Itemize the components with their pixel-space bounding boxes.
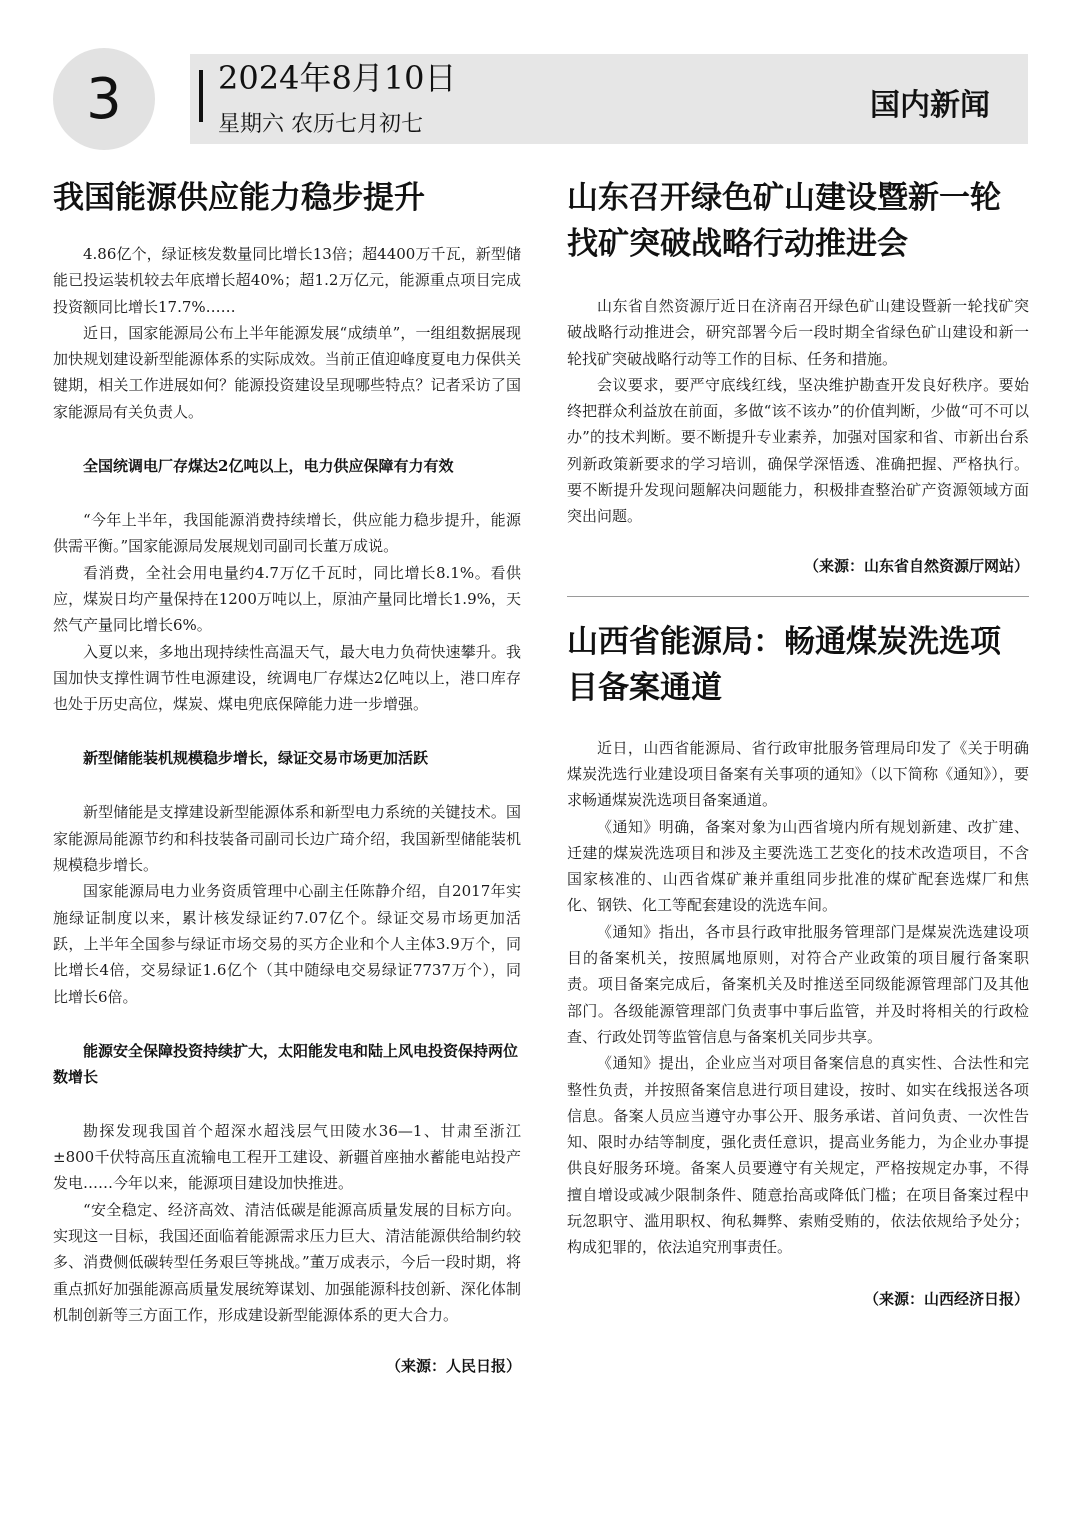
left-article (53, 175, 521, 1378)
article-paragraph: 会议要求，要严守底线红线，坚决维护勘查开发良好秩序。要始终把群众利益放在前面，多做“该不该办”的价值判断，少做“可不可以办”的技术判断。要不断提升专业素养，加强对国家和省、市新出台系列新政策新要求的学习培训，确保学深悟透、准确把握、严格执行。要不断提升发现问题解决问题能力，积极排查整治矿产资源领域方面突出问题。 (567, 375, 1029, 526)
header-divider (199, 70, 203, 122)
right-article-shandong (567, 175, 1029, 578)
page-number-text: 3 (86, 66, 122, 132)
section-heading: 全国统调电厂存煤达2亿吨以上，电力供应保障有力有效 (83, 457, 454, 476)
article-source: （来源：人民日报） (385, 1357, 521, 1376)
article-paragraph: 勘探发现我国首个超深水超浅层气田陵水36—1、甘肃至浙江±800千伏特高压直流输电工程开工建设、新疆首座抽水蓄能电站投产发电……今年以来，能源项目建设加快推进。 (53, 1121, 521, 1193)
article-title: 我国能源供应能力稳步提升 (53, 180, 425, 216)
article-paragraph: 《通知》指出，各市县行政审批服务管理部门是煤炭洗选建设项目的备案机关，按照属地原则，对符合产业政策的项目履行备案职责。项目备案完成后，备案机关及时推送至同级能源管理部门及其他部门。各级能源管理部门负责事中事后监管，并及时将相关的行政检查、行政处罚等监管信息与备案机关同步共享。 (567, 922, 1029, 1046)
header-date: 2024年8月10日 (218, 59, 457, 97)
article-paragraph: 《通知》提出，企业应当对项目备案信息的真实性、合法性和完整性负责，并按照备案信息进行项目建设，按时、如实在线报送各项信息。备案人员应当遵守办事公开、服务承诺、首问负责、一次性告知、限时办结等制度，强化责任意识，提高业务能力，为企业办事提供良好服务环境。备案人员要遵守有关规定，严格按规定办事，不得擅自增设或减少限制条件、随意抬高或降低门槛；在项目备案过程中玩忽职守、滥用职权、徇私舞弊、索贿受贿的，依法依规给予处分；构成犯罪的，依法追究刑事责任。 (567, 1054, 1029, 1257)
article-source: （来源：山东省自然资源厅网站） (803, 556, 1029, 575)
article-paragraph: 新型储能是支撑建设新型能源体系和新型电力系统的关键技术。国家能源局能源节约和科技装备司副司长边广琦介绍，我国新型储能装机规模稳步增长。 (53, 803, 521, 875)
article-paragraph: “今年上半年，我国能源消费持续增长，供应能力稳步提升，能源供需平衡。”国家能源局发展规划司副司长董万成说。 (53, 511, 521, 556)
article-paragraph: “安全稳定、经济高效、清洁低碳是能源高质量发展的目标方向。实现这一目标，我国还面临着能源需求压力巨大、清洁能源供给制约较多、消费侧低碳转型任务艰巨等挑战。”董万成表示，今后一段时期，将重点抓好加强能源高质量发展统筹谋划、加强能源科技创新、深化体制机制创新等三方面工作，形成建设新型能源体系的更大合力。 (53, 1200, 521, 1324)
article-title: 山东召开绿色矿山建设暨新一轮找矿突破战略行动推进会 (567, 180, 1001, 262)
article-paragraph: 4.86亿个，绿证核发数量同比增长13倍；超4400万千瓦，新型储能已投运装机较去年底增长超40%；超1.2万亿元，能源重点项目完成投资额同比增长17.7%…… (53, 245, 521, 316)
article-paragraph: 入夏以来，多地出现持续性高温天气，最大电力负荷快速攀升。我国加快支撑性调节性电源建设，统调电厂存煤达2亿吨以上，港口库存也处于历史高位，煤炭、煤电兜底保障能力进一步增强。 (53, 642, 521, 714)
section-name: 国内新闻 (870, 88, 990, 123)
right-column (567, 175, 1029, 1311)
section-heading: 能源安全保障投资持续扩大，太阳能发电和陆上风电投资保持两位数增长 (53, 1041, 519, 1086)
right-article-shanxi (567, 619, 1029, 1311)
article-paragraph: 近日，国家能源局公布上半年能源发展“成绩单”，一组组数据展现加快规划建设新型能源体系的实际成效。当前正值迎峰度夏电力保供关键期，相关工作进展如何？能源投资建设呈现哪些特点？记者采访了国家能源局有关负责人。 (53, 323, 521, 421)
article-paragraph: 《通知》明确，备案对象为山西省境内所有规划新建、改扩建、迁建的煤炭洗选项目和涉及主要洗选工艺变化的技术改造项目，不含国家核准的、山西省煤矿兼并重组同步批准的煤矿配套选煤厂和焦化、钢铁、化工等配套建设的洗选车间。 (567, 817, 1029, 915)
article-title: 山西省能源局：畅通煤炭洗选项目备案通道 (567, 623, 1001, 706)
article-paragraph: 看消费，全社会用电量约4.7万亿千瓦时，同比增长8.1%。看供应，煤炭日均产量保持在1200万吨以上，原油产量同比增长1.9%，天然气产量同比增长6%。 (53, 563, 521, 635)
article-paragraph: 国家能源局电力业务资质管理中心副主任陈静介绍，自2017年实施绿证制度以来，累计核发绿证约7.07亿个。绿证交易市场更加活跃，上半年全国参与绿证市场交易的买方企业和个人主体3.9万个，同比增长4倍，交易绿证1.6亿个（其中随绿电交易绿证7737万个），同比增长6倍。 (53, 882, 521, 1006)
article-source: （来源：山西经济日报） (863, 1289, 1029, 1308)
article-paragraph: 近日，山西省能源局、省行政审批服务管理局印发了《关于明确煤炭洗选行业建设项目备案有关事项的通知》（以下简称《通知》），要求畅通煤炭洗选项目备案通道。 (567, 738, 1029, 810)
section-heading: 新型储能装机规模稳步增长，绿证交易市场更加活跃 (83, 749, 429, 768)
page-number (53, 48, 155, 150)
article-divider (567, 596, 1029, 597)
header-weekday-lunar: 星期六 农历七月初七 (218, 112, 423, 137)
article-paragraph: 山东省自然资源厅近日在济南召开绿色矿山建设暨新一轮找矿突破战略行动推进会，研究部署今后一段时期全省绿色矿山建设和新一轮找矿突破战略行动等工作的目标、任务和措施。 (567, 297, 1029, 368)
